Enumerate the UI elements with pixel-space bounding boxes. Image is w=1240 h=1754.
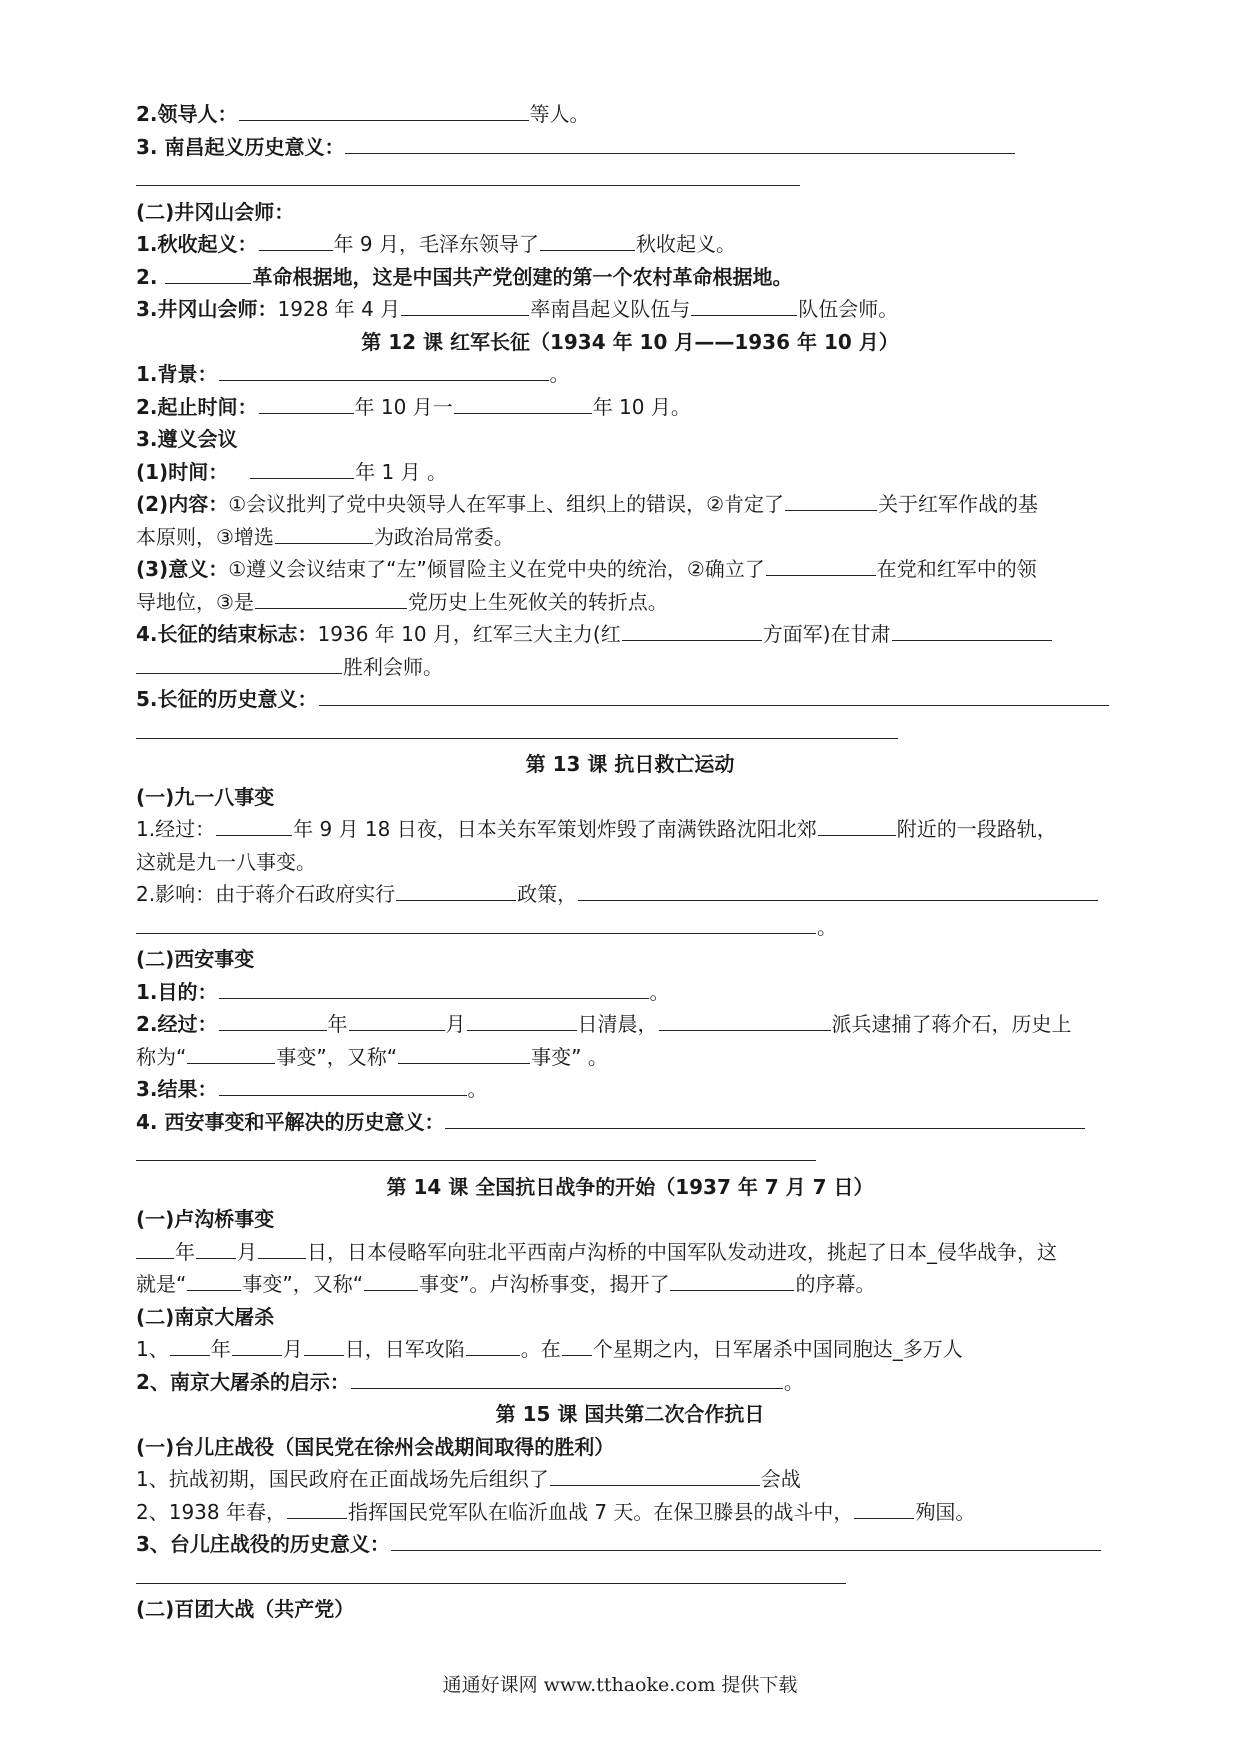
section-xian-incident: (二)西安事变 <box>136 947 255 971</box>
line-frontline-battles: 1、抗战初期，国民政府在正面战场先后组织了 会战 <box>136 1467 801 1491</box>
line-autumn-harvest: 1.秋收起义： 年 9 月，毛泽东领导了 秋收起义。 <box>136 232 736 256</box>
lesson-14-title: 第 14 课 全国抗日战争的开始（1937 年 7 月 7 日） <box>386 1174 874 1199</box>
blank[interactable] <box>136 1140 816 1161</box>
blank[interactable] <box>219 360 549 381</box>
line-nanjing-massacre: 1、 年 月 日，日军攻陷 。在 个星期之内，日军屠杀中国同胞达_多万人 <box>136 1337 963 1361</box>
blank[interactable] <box>892 620 1052 641</box>
blank[interactable] <box>466 1335 520 1356</box>
line-xian-significance: 4. 西安事变和平解决的历史意义： <box>136 1106 1124 1139</box>
line-918-impact: 2.影响：由于蒋介石政府实行 政策， <box>136 878 1124 911</box>
blank[interactable] <box>396 880 516 901</box>
worksheet <box>136 98 1124 1626</box>
line-blank-continuation <box>136 163 1124 196</box>
blank[interactable] <box>349 1010 445 1031</box>
blank[interactable] <box>345 133 1015 154</box>
line-zunyi-content: (2)内容：①会议批判了党中央领导人在军事上、组织上的错误，②肯定了 关于红军作战的基 <box>136 492 1039 516</box>
line-blank-continuation <box>136 1138 1124 1171</box>
lesson-15-title: 第 15 课 国共第二次合作抗日 <box>495 1402 765 1426</box>
blank[interactable] <box>136 913 816 934</box>
footer-credit: 通通好课网 www.tthaoke.com 提供下载 <box>442 1674 798 1696</box>
line-zunyi-time: (1)时间： 年 1 月 。 <box>136 459 447 484</box>
blank[interactable] <box>196 1238 236 1259</box>
blank[interactable] <box>136 718 898 739</box>
section-jinggangshan: (二)井冈山会师： <box>136 199 295 224</box>
blank[interactable] <box>136 165 800 186</box>
blank[interactable] <box>259 230 333 251</box>
blank[interactable] <box>818 815 896 836</box>
line-march-significance: 5.长征的历史意义： <box>136 683 1124 716</box>
line-xian-purpose: 1.目的： 。 <box>136 979 670 1004</box>
line-background: 1.背景： 。 <box>136 362 570 386</box>
blank[interactable] <box>659 1010 831 1031</box>
blank[interactable] <box>304 1335 344 1356</box>
line-918-impact-cont: 。 <box>136 911 1124 944</box>
blank[interactable] <box>578 880 1098 901</box>
line-bridge-incident: 年 月 日，日本侵略军向驻北平西南卢沟桥的中国军队发动进攻，挑起了日本_侵华战争，这 <box>136 1236 1124 1269</box>
blank[interactable] <box>187 1270 241 1291</box>
section-marco-polo-bridge: (一)卢沟桥事变 <box>136 1207 275 1231</box>
line-zunyi-content-cont: 本原则，③增选 为政治局常委。 <box>136 524 514 549</box>
blank[interactable] <box>319 685 1109 706</box>
blank[interactable] <box>255 588 407 609</box>
lesson-13-title: 第 13 课 抗日救亡运动 <box>525 752 735 776</box>
blank[interactable] <box>136 1238 174 1259</box>
line-taierzhuang-significance: 3、台儿庄战役的历史意义： <box>136 1528 1124 1561</box>
line-nanjing-lesson: 2、南京大屠杀的启示： 。 <box>136 1369 804 1394</box>
blank[interactable] <box>170 1335 210 1356</box>
line-march-end-cont: 胜利会师。 <box>136 651 1124 684</box>
blank[interactable] <box>219 978 649 999</box>
blank[interactable] <box>250 458 354 479</box>
blank[interactable] <box>691 295 797 316</box>
blank[interactable] <box>854 1498 914 1519</box>
blank[interactable] <box>259 393 354 414</box>
blank[interactable] <box>287 1498 347 1519</box>
line-zunyi-heading: 3.遵义会议 <box>136 427 238 451</box>
line-918-course-cont: 这就是九一八事变。 <box>136 849 316 874</box>
blank[interactable] <box>258 1238 306 1259</box>
section-nanjing-massacre: (二)南京大屠杀 <box>136 1304 275 1329</box>
blank[interactable] <box>670 1270 794 1291</box>
blank[interactable] <box>136 1563 846 1584</box>
blank[interactable] <box>216 815 292 836</box>
line-918-course: 1.经过： 年 9 月 18 日夜，日本关东军策划炸毁了南满铁路沈阳北郊 附近的一段路轨， <box>136 817 1057 841</box>
blank[interactable] <box>219 1010 327 1031</box>
line-blank-continuation <box>136 716 1124 749</box>
blank[interactable] <box>275 523 373 544</box>
blank[interactable] <box>540 230 635 251</box>
blank[interactable] <box>454 393 592 414</box>
line-zunyi-significance-cont: 导地位，③是 党历史上生死攸关的转折点。 <box>136 589 668 614</box>
lesson-12-title: 第 12 课 红军长征（1934 年 10 月——1936 年 10 月） <box>361 329 899 354</box>
section-taierzhuang: (一)台儿庄战役（国民党在徐州会战期间取得的胜利） <box>136 1434 615 1459</box>
blank[interactable] <box>391 1530 1101 1551</box>
line-linyi-battle: 2、1938 年春， 指挥国民党军队在临沂血战 7 天。在保卫滕县的战斗中， 殉国。 <box>136 1499 976 1524</box>
line-xian-course: 2.经过： 年 月 日清晨， 派兵逮捕了蒋介石，历史上 <box>136 1012 1072 1036</box>
line-xian-course-cont: 称为“ 事变”，又称“ 事变” 。 <box>136 1044 608 1069</box>
line-bridge-incident-cont: 就是“ 事变”，又称“ 事变”。卢沟桥事变，揭开了 的序幕。 <box>136 1272 876 1296</box>
blank[interactable] <box>766 555 876 576</box>
blank[interactable] <box>239 100 529 121</box>
section-918-incident: (一)九一八事变 <box>136 784 275 809</box>
section-hundred-regiments: (二)百团大战（共产党） <box>136 1597 355 1621</box>
blank[interactable] <box>562 1335 592 1356</box>
blank[interactable] <box>136 653 342 674</box>
blank[interactable] <box>165 263 251 284</box>
blank[interactable] <box>445 1108 1085 1129</box>
blank[interactable] <box>351 1368 783 1389</box>
line-xian-result: 3.结果： 。 <box>136 1077 488 1101</box>
line-jinggangshan-meeting: 3.井冈山会师：1928 年 4 月 率南昌起义队伍与 队伍会师。 <box>136 297 899 321</box>
blank[interactable] <box>550 1465 760 1486</box>
blank[interactable] <box>187 1043 275 1064</box>
blank[interactable] <box>622 620 762 641</box>
blank[interactable] <box>785 490 877 511</box>
line-zunyi-significance: (3)意义：①遵义会议结束了“左”倾冒险主义在党中央的统治，②确立了 在党和红军中的领 <box>136 557 1037 581</box>
blank[interactable] <box>401 295 529 316</box>
line-nanchang-significance: 3. 南昌起义历史意义： <box>136 131 1124 164</box>
blank[interactable] <box>219 1075 467 1096</box>
line-march-end: 4.长征的结束标志：1936 年 10 月，红军三大主力(红 方面军)在甘肃 <box>136 618 1124 651</box>
line-blank-continuation <box>136 1561 1124 1594</box>
line-start-end-time: 2.起止时间： 年 10 月一 年 10 月。 <box>136 394 691 419</box>
blank[interactable] <box>467 1010 577 1031</box>
blank[interactable] <box>398 1043 530 1064</box>
blank[interactable] <box>364 1270 418 1291</box>
line-base-area: 2. 革命根据地，这是中国共产党创建的第一个农村革命根据地。 <box>136 264 793 289</box>
blank[interactable] <box>232 1335 282 1356</box>
line-leaders: 2.领导人： 等人。 <box>136 102 590 126</box>
